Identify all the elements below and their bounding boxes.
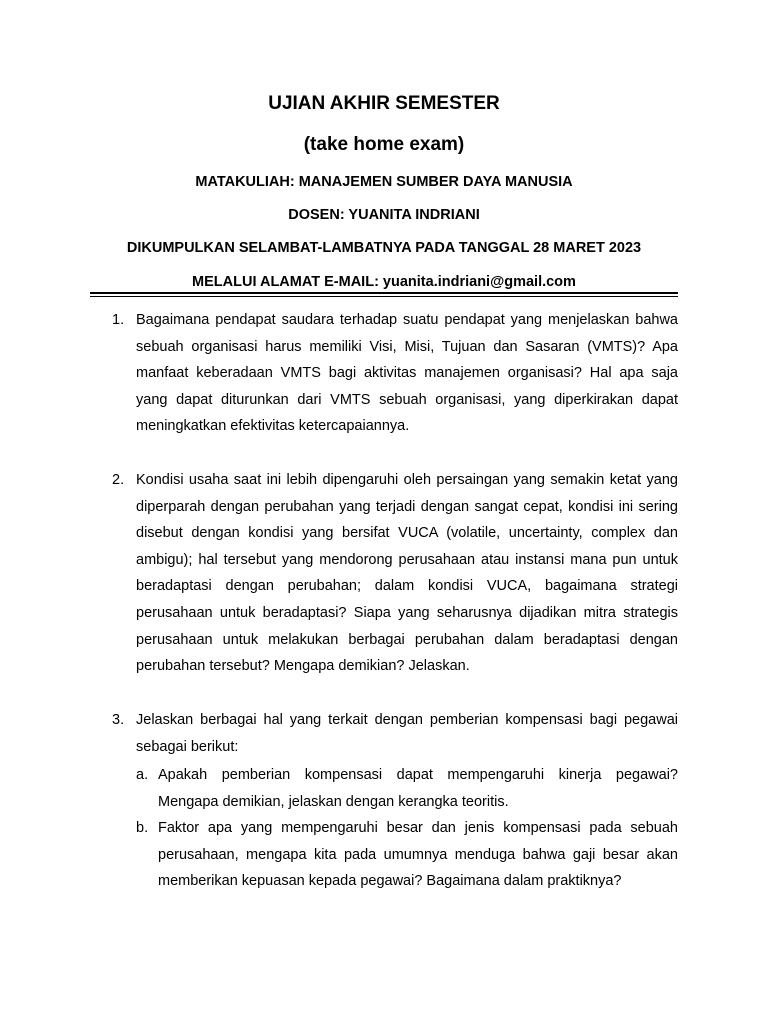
deadline-line: DIKUMPULKAN SELAMBAT-LAMBATNYA PADA TANGGAL 28 MARET 2023	[126, 240, 642, 256]
subitem-text: Faktor apa yang mempengaruhi besar dan jenis kompensasi pada sebuah perusahaan, mengapa kita pada umumnya menduga bahwa gaji besar akan memberikan kepuasan kepada pegawai? Bagaimana dalam praktiknya?	[158, 820, 678, 890]
header-divider-thick	[90, 292, 678, 294]
header-divider-thin	[90, 296, 678, 297]
question-text: Kondisi usaha saat ini lebih dipengaruhi oleh persaingan yang semakin ketat yang diperparah dengan perubahan yang terjadi dengan sangat cepat, kondisi ini sering disebut dengan kondisi yang bersifat VUCA (volatile, uncertainty, complex dan ambigu); hal tersebut yang mendorong perusahaan atau instansi mana pun untuk beradaptasi dengan perubahan; dalam kondisi VUCA, bagaimana strategi perusahaan untuk beradaptasi? Siapa yang seharusnya dijadikan mitra strategis perusahaan untuk melakukan berbagai perubahan dalam beradaptasi dengan perubahan tersebut? Mengapa demikian? Jelaskan.	[136, 472, 678, 675]
course-line: MATAKULIAH: MANAJEMEN SUMBER DAYA MANUSIA	[195, 174, 573, 190]
subitem-label: b.	[136, 820, 149, 836]
subitem-label: a.	[136, 767, 149, 783]
question-number: 2.	[112, 472, 125, 488]
question-text: Bagaimana pendapat saudara terhadap suatu pendapat yang menjelaskan bahwa sebuah organisasi harus memiliki Visi, Misi, Tujuan dan Sasaran (VMTS)? Apa manfaat keberadaan VMTS bagi aktivitas manajemen organisasi? Hal apa saja yang dapat diturunkan dari VMTS sebuah organisasi, yang diperkirakan dapat meningkatkan efektivitas ketercapaiannya.	[136, 312, 678, 435]
subitem-text: Apakah pemberian kompensasi dapat mempengaruhi kinerja pegawai? Mengapa demikian, jelaskan dengan kerangka teoritis.	[158, 767, 678, 810]
page-title: UJIAN AKHIR SEMESTER	[268, 93, 500, 114]
question-number: 1.	[112, 312, 125, 328]
lecturer-line: DOSEN: YUANITA INDRIANI	[288, 207, 480, 223]
page-subtitle: (take home exam)	[303, 134, 465, 155]
question-number: 3.	[112, 712, 125, 728]
question-text: Jelaskan berbagai hal yang terkait dengan pemberian kompensasi bagi pegawai sebagai berikut:	[136, 712, 678, 755]
email-line: MELALUI ALAMAT E-MAIL: yuanita.indriani@gmail.com	[192, 274, 576, 290]
